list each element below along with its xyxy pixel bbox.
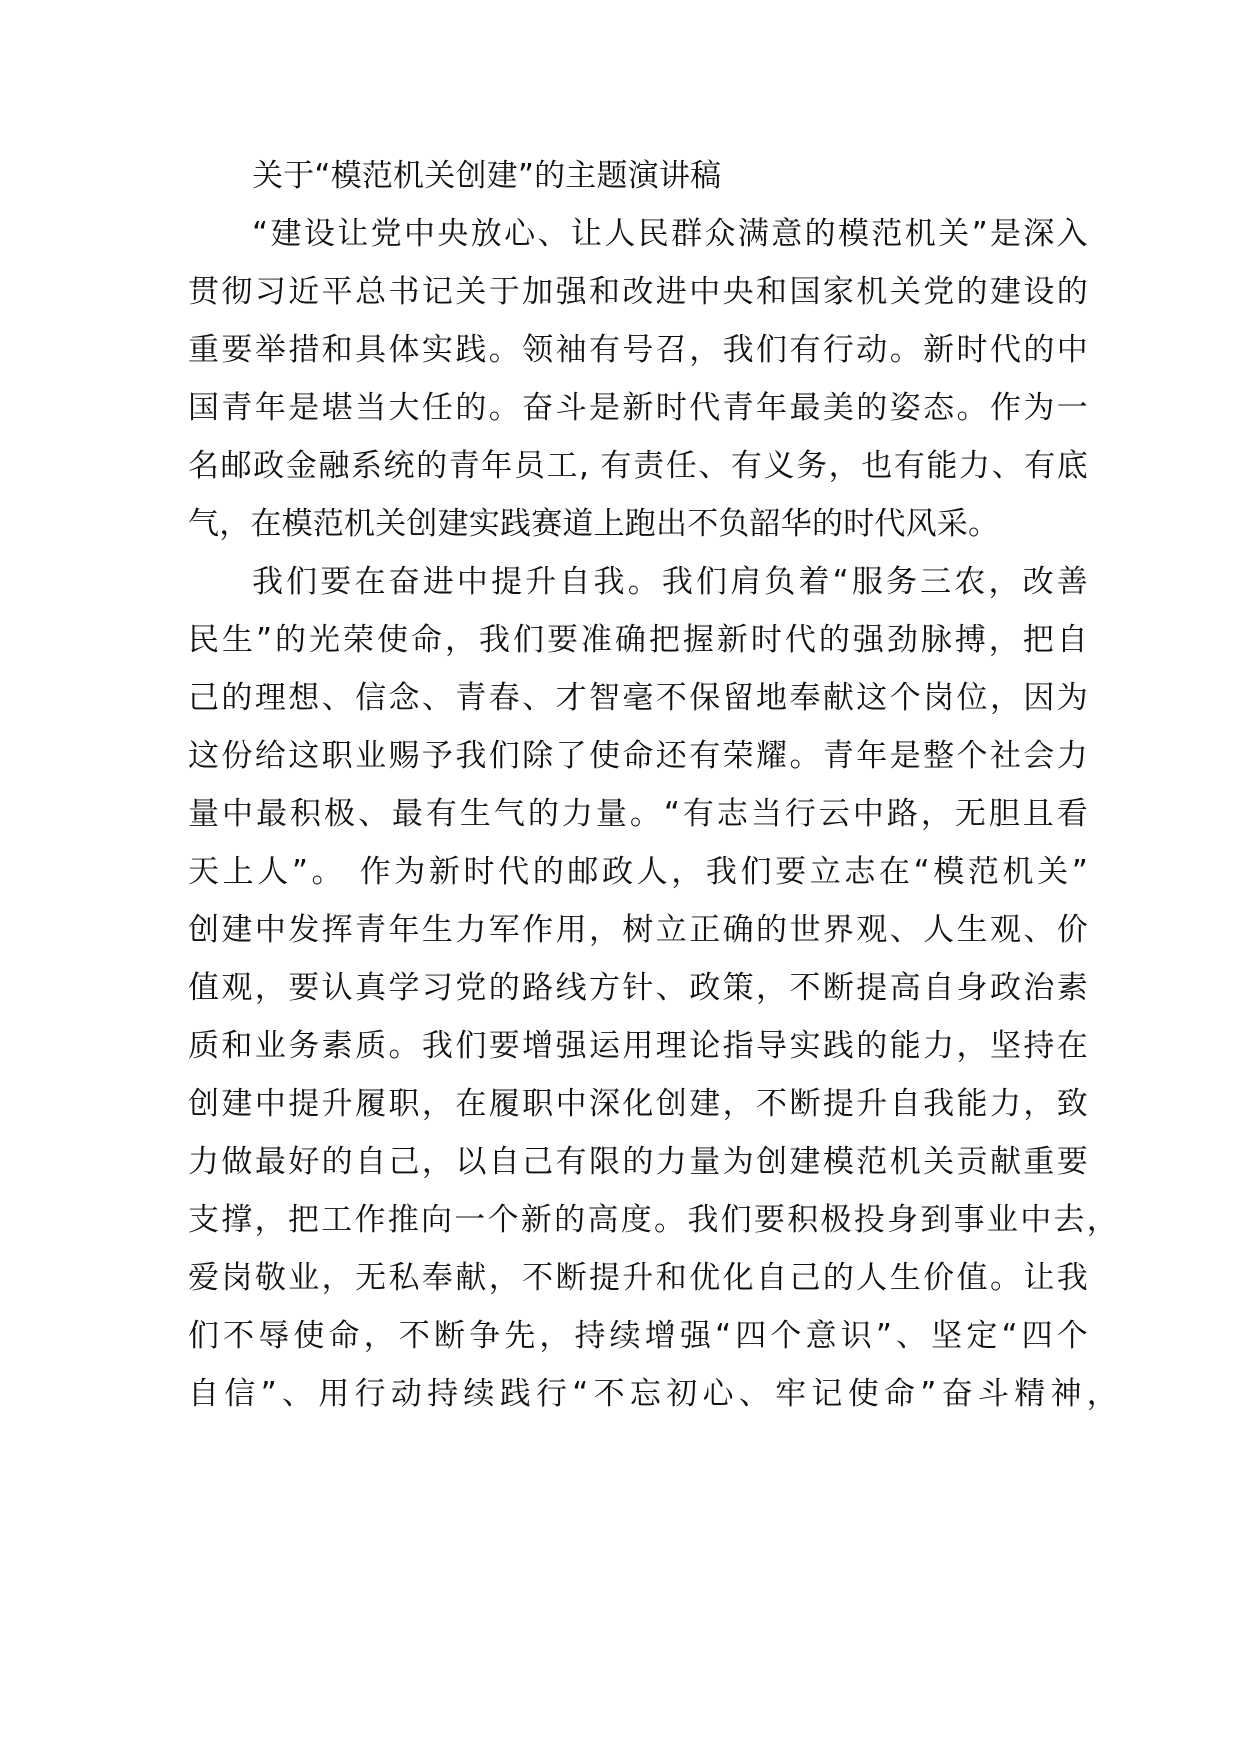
- paragraph-line: 国青年是堪当大任的。奋斗是新时代青年最美的姿态。作为一: [188, 390, 1088, 426]
- paragraph-line: 己的理想、信念、青春、才智毫不保留地奉献这个岗位，因为: [188, 680, 1088, 716]
- paragraph-line: 支撑，把工作推向一个新的高度。我们要积极投身到事业中去，: [188, 1202, 1118, 1238]
- paragraph-line: 爱岗敬业，无私奉献，不断提升和优化自己的人生价值。让我: [188, 1260, 1088, 1296]
- paragraph-line: 量中最积极、最有生气的力量。“有志当行云中路，无胆且看: [188, 796, 1088, 832]
- paragraph-line: 贯彻习近平总书记关于加强和改进中央和国家机关党的建设的: [188, 274, 1088, 310]
- paragraph-line: “建设让党中央放心、让人民群众满意的模范机关”是深入: [252, 216, 1088, 252]
- paragraph-line: 自信”、用行动持续践行“不忘初心、牢记使命”奋斗精神，: [188, 1376, 1118, 1412]
- paragraph-line: 们不辱使命，不断争先，持续增强“四个意识”、坚定“四个: [188, 1318, 1088, 1354]
- paragraph-line: 这份给这职业赐予我们除了使命还有荣耀。青年是整个社会力: [188, 738, 1088, 774]
- paragraph-line: 气，在模范机关创建实践赛道上跑出不负韶华的时代风采。: [188, 506, 1000, 542]
- paragraph-line: 天上人”。 作为新时代的邮政人，我们要立志在“模范机关”: [188, 854, 1088, 890]
- paragraph-line: 我们要在奋进中提升自我。我们肩负着“服务三农，改善: [252, 564, 1088, 600]
- paragraph-line: 重要举措和具体实践。领袖有号召，我们有行动。新时代的中: [188, 332, 1088, 368]
- paragraph-line: 创建中发挥青年生力军作用，树立正确的世界观、人生观、价: [188, 912, 1088, 948]
- paragraph-line: 名邮政金融系统的青年员工, 有责任、有义务，也有能力、有底: [188, 448, 1088, 484]
- paragraph-line: 值观，要认真学习党的路线方针、政策，不断提高自身政治素: [188, 970, 1088, 1006]
- paragraph-line: 创建中提升履职，在履职中深化创建，不断提升自我能力，致: [188, 1086, 1088, 1122]
- paragraph-line: 质和业务素质。我们要增强运用理论指导实践的能力，坚持在: [188, 1028, 1088, 1064]
- paragraph-line: 民生”的光荣使命，我们要准确把握新时代的强劲脉搏，把自: [188, 622, 1088, 658]
- paragraph-line: 力做最好的自己，以自己有限的力量为创建模范机关贡献重要: [188, 1144, 1088, 1180]
- document-title: 关于“模范机关创建”的主题演讲稿: [252, 158, 722, 194]
